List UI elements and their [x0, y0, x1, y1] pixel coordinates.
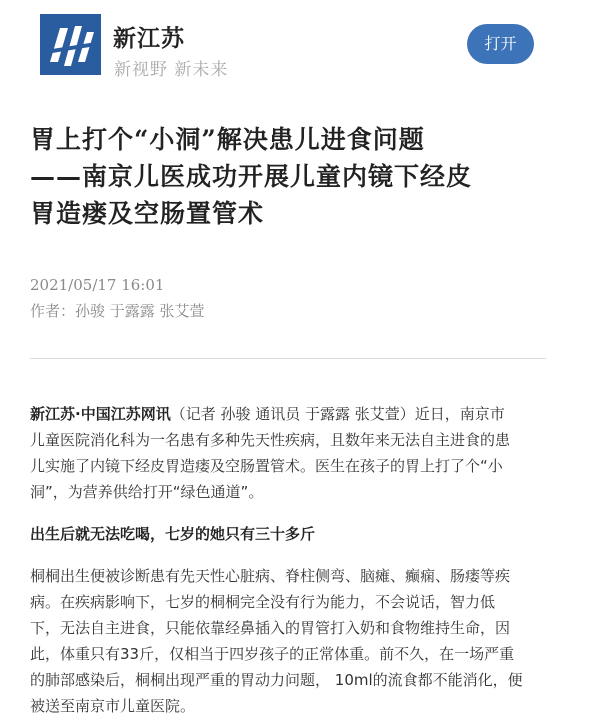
paragraph-line: 儿实施了内镜下经皮胃造瘘及空肠置管术。医生在孩子的胃上打了个“小: [30, 457, 503, 475]
app-logo-icon[interactable]: [40, 14, 101, 75]
lead-source: 新江苏·中国江苏网讯: [30, 405, 171, 423]
publish-date: 2021/05/17 16:01: [30, 276, 165, 294]
paragraph-line: 此，体重只有33斤，仅相当于四岁孩子的正常体重。前不久，在一场严重: [30, 645, 515, 663]
paragraph-line: 桐桐出生便被诊断患有先天性心脏病、脊柱侧弯、脑瘫、癫痫、肠瘘等疾: [30, 567, 511, 585]
paragraph-line: 的肺部感染后，桐桐出现严重的胃动力问题， 10ml的流食都不能消化，便: [30, 671, 523, 689]
author-line: 作者：孙骏 于露露 张艾萱: [30, 302, 205, 320]
paragraph-line: 病。在疾病影响下，七岁的桐桐完全没有行为能力，不会说话，智力低: [30, 593, 496, 611]
paragraph-line: 被送至南京市儿童医院。: [30, 697, 196, 715]
title-line: 胃造瘘及空肠置管术: [30, 199, 265, 228]
section-heading: 出生后就无法吃喝，七岁的她只有三十多斤: [30, 525, 316, 543]
article-body: [30, 401, 550, 719]
app-header: [0, 0, 600, 95]
paragraph-line: 下，无法自主进食，只能依靠经鼻插入的胃管打入奶和食物维持生命，因: [30, 619, 511, 637]
paragraph-line: [30, 401, 550, 427]
paragraph-line: 儿童医院消化科为一名患有多种先天性疾病，且数年来无法自主进食的患: [30, 431, 511, 449]
app-slogan: 新视野 新未来: [114, 60, 229, 80]
lead-paragraph: [30, 401, 550, 505]
divider: [30, 358, 546, 359]
app-name: 新江苏: [113, 26, 185, 52]
article-title: [30, 121, 560, 232]
body-paragraph: [30, 563, 550, 719]
open-app-button[interactable]: 打开: [467, 24, 534, 64]
title-line: ——南京儿医成功开展儿童内镜下经皮: [30, 162, 473, 191]
paragraph-text: （记者 孙骏 通讯员 于露露 张艾萱）近日，南京市: [170, 405, 505, 423]
title-line: 胃上打个“小洞”解决患儿进食问题: [30, 125, 425, 154]
paragraph-line: 洞”，为营养供给打开“绿色通道”。: [30, 483, 264, 501]
